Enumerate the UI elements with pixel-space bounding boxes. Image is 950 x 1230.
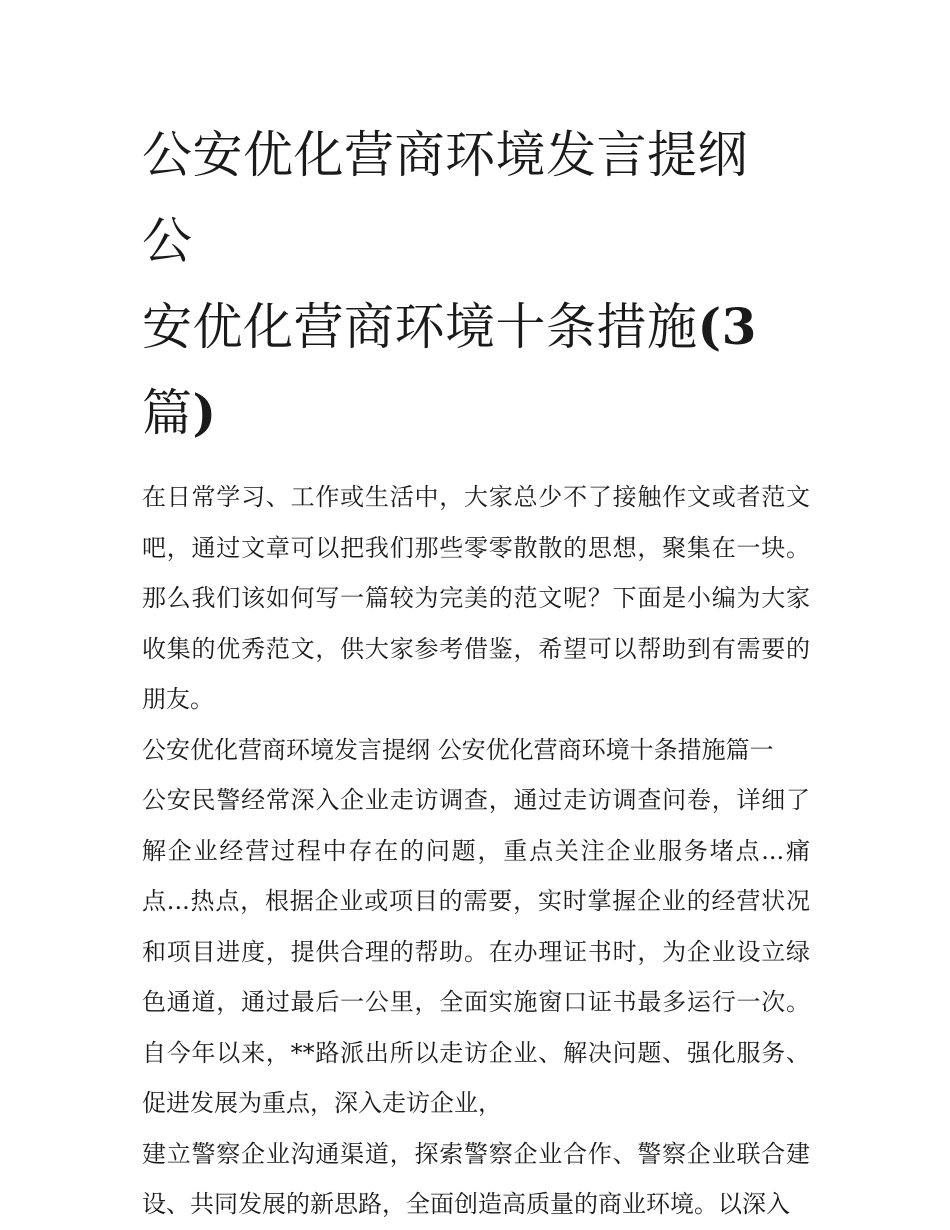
title-line-2-tail: (3 bbox=[697, 297, 757, 356]
body-paragraph: 建立警察企业沟通渠道，探索警察企业合作、警察企业联合建设、共同发展的新思路，全面创造高质量的商业环境。以深入 bbox=[142, 1139, 810, 1218]
document-body bbox=[142, 472, 810, 1230]
document-title bbox=[142, 112, 810, 456]
title-line-3-tail: ) bbox=[192, 383, 217, 442]
intro-paragraph: 在日常学习、工作或生活中，大家总少不了接触作文或者范文吧，通过文章可以把我们那些零零散散的思想，聚集在一块。那么我们该如何写一篇较为完美的范文呢？下面是小编为大家收集的优秀范文，供大家参考借鉴，希望可以帮助到有需要的朋友。 bbox=[142, 483, 810, 713]
title-line-3: 篇 bbox=[142, 384, 193, 442]
body-paragraph: 公安民警经常深入企业走访调查，通过走访调查问卷，详细了解企业经营过程中存在的问题，重点关注企业服务堵点...痛点...热点，根据企业或项目的需要，实时掌握企业的经营状况和项目进度，提供合理的帮助。在办理证书时，为企业设立绿色通道，通过最后一公里，全面实施窗口证书最多运行一次。自今年以来，**路派出所以走访企业、解决问题、强化服务、促进发展为重点，深入走访企业， bbox=[142, 786, 810, 1117]
title-line-1: 公安优化营商环境发言提纲 公 bbox=[142, 126, 748, 270]
title-line-2: 安优化营商环境十条措施 bbox=[142, 298, 698, 356]
section-heading: 公安优化营商环境发言提纲 公安优化营商环境十条措施篇一 bbox=[142, 735, 774, 764]
document-page bbox=[142, 112, 810, 1230]
